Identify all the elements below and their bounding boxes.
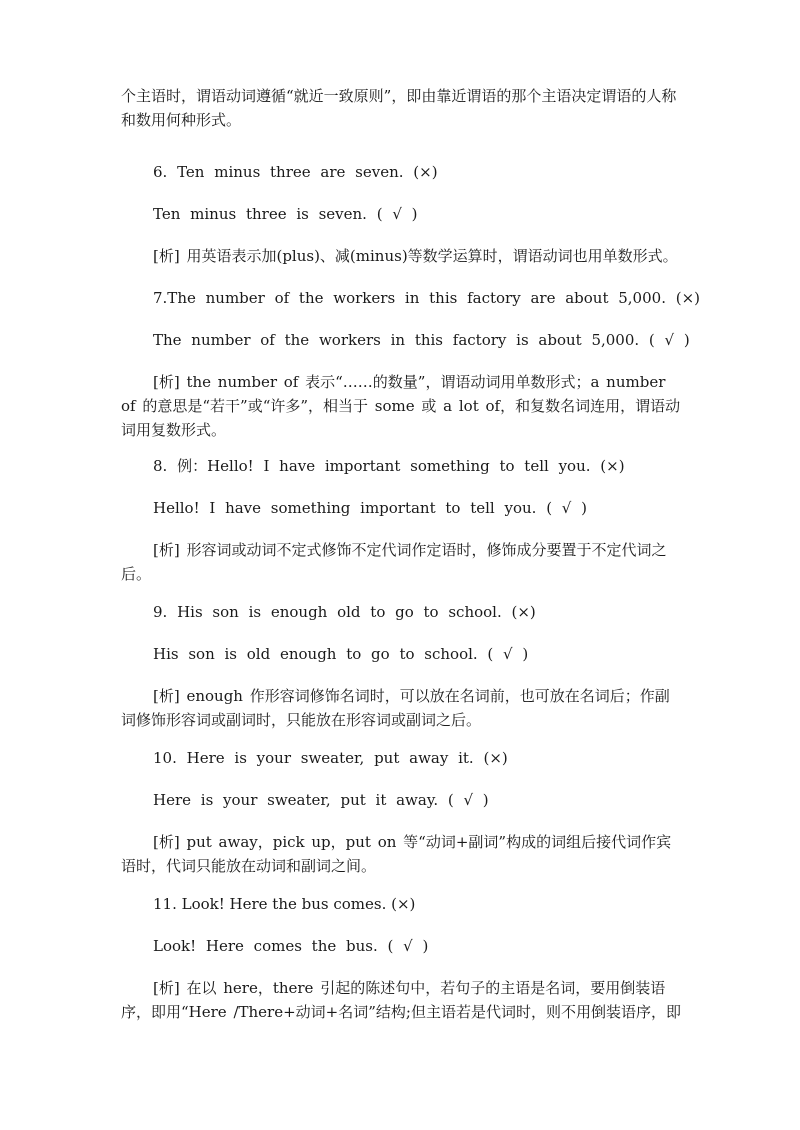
- example-10-wrong: 10. Here is your sweater, put away it. (×): [153, 749, 508, 767]
- example-7-wrong: 7.The number of the workers in this factory are about 5,000. (×): [153, 289, 700, 307]
- example-6-wrong: 6. Ten minus three are seven. (×): [153, 163, 438, 181]
- example-7-correct: The number of the workers in this factory is about 5,000. ( √ ): [153, 331, 690, 349]
- example-8-correct: Hello! I have something important to tell you. ( √ ): [153, 499, 587, 517]
- example-9-correct: His son is old enough to go to school. ( √ ): [153, 645, 529, 663]
- example-10-correct: Here is your sweater, put it away. ( √ ): [153, 791, 489, 809]
- example-6-correct: Ten minus three is seven. ( √ ): [153, 205, 418, 223]
- analysis-11: [析] 在以 here，there 引起的陈述句中，若句子的主语是名词，要用倒装语序，即用“Here /There+动词+名词”结构;但主语若是代词时，则不用倒装语序，即: [121, 979, 681, 1021]
- example-11-wrong: 11. Look! Here the bus comes. (×): [153, 895, 416, 913]
- example-9-wrong: 9. His son is enough old to go to school. (×): [153, 603, 536, 621]
- analysis-9: [析] enough 作形容词修饰名词时，可以放在名词前，也可放在名词后；作副词修饰形容词或副词时，只能放在形容词或副词之后。: [121, 687, 670, 729]
- paragraph-proximity-rule: 个主语时，谓语动词遵循“就近一致原则”，即由靠近谓语的那个主语决定谓语的人称和数用何种形式。: [121, 87, 677, 129]
- analysis-10: [析] put away，pick up，put on 等“动词+副词”构成的词组后接代词作宾语时，代词只能放在动词和副词之间。: [121, 833, 672, 875]
- analysis-6: [析] 用英语表示加(plus)、减(minus)等数学运算时，谓语动词也用单数形式。: [153, 247, 678, 265]
- analysis-7: [析] the number of 表示“……的数量”，谓语动词用单数形式；a number of 的意思是“若干”或“许多”，相当于 some 或 a lot of，和复数名词连用，谓语动词用复数形式。: [121, 373, 681, 439]
- example-11-correct: Look! Here comes the bus. ( √ ): [153, 937, 429, 955]
- analysis-8: [析] 形容词或动词不定式修饰不定代词作定语时，修饰成分要置于不定代词之后。: [121, 541, 667, 583]
- example-8-wrong: 8. 例：Hello! I have important something to tell you. (×): [153, 457, 625, 475]
